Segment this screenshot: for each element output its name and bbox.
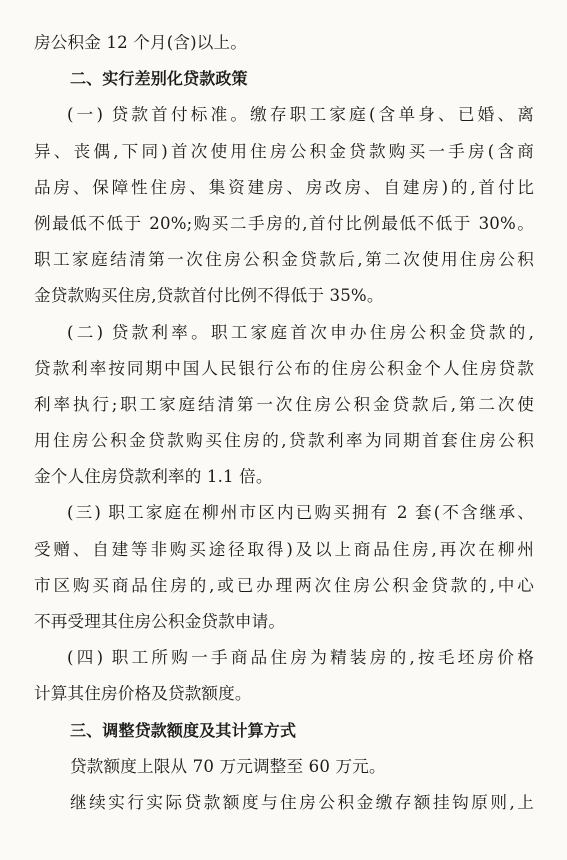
text-line: 职工家庭结清第一次住房公积金贷款后,第二次使用住房公积 <box>34 250 534 270</box>
text-line: 异、丧偶,下同)首次使用住房公积金贷款购买一手房(含商 <box>34 141 534 161</box>
text-line: 贷款额度上限从 70 万元调整至 60 万元。 <box>70 756 386 776</box>
text-line: 计算其住房价格及贷款额度。 <box>34 684 252 704</box>
document-page <box>0 25 567 860</box>
text-line: 房公积金 12 个月(含)以上。 <box>34 33 247 52</box>
text-line: (一) 贷款首付标准。缴存职工家庭(含单身、已婚、离 <box>67 105 534 125</box>
text-line: (三) 职工家庭在柳州市区内已购买拥有 2 套(不含继承、 <box>67 503 534 523</box>
text-line: 金贷款购买住房,贷款首付比例不得低于 35%。 <box>34 286 384 306</box>
text-line: 贷款利率按同期中国人民银行公布的住房公积金个人住房贷款 <box>34 358 534 378</box>
text-line: 受赠、自建等非购买途径取得)及以上商品住房,再次在柳州 <box>34 539 534 559</box>
text-line: 例最低不低于 20%;购买二手房的,首付比例最低不低于 30%。 <box>34 213 534 233</box>
section-heading-3: 三、调整贷款额度及其计算方式 <box>70 720 297 740</box>
text-line: 金个人住房贷款利率的 1.1 倍。 <box>34 467 273 487</box>
text-line: 利率执行;职工家庭结清第一次住房公积金贷款后,第二次使 <box>34 394 534 414</box>
text-line: 不再受理其住房公积金贷款申请。 <box>34 612 286 631</box>
text-line: (四) 职工所购一手商品住房为精装房的,按毛坯房价格 <box>67 648 534 668</box>
text-line: 用住房公积金贷款购买住房的,贷款利率为同期首套住房公积 <box>34 431 534 451</box>
text-line: 市区购买商品住房的,或已办理两次住房公积金贷款的,中心 <box>34 575 534 595</box>
text-line: 继续实行实际贷款额度与住房公积金缴存额挂钩原则,上 <box>70 792 534 812</box>
text-line: 品房、保障性住房、集资建房、房改房、自建房)的,首付比 <box>34 177 534 197</box>
text-line: (二) 贷款利率。职工家庭首次申办住房公积金贷款的, <box>67 322 534 342</box>
section-heading-2: 二、实行差别化贷款政策 <box>70 69 248 89</box>
